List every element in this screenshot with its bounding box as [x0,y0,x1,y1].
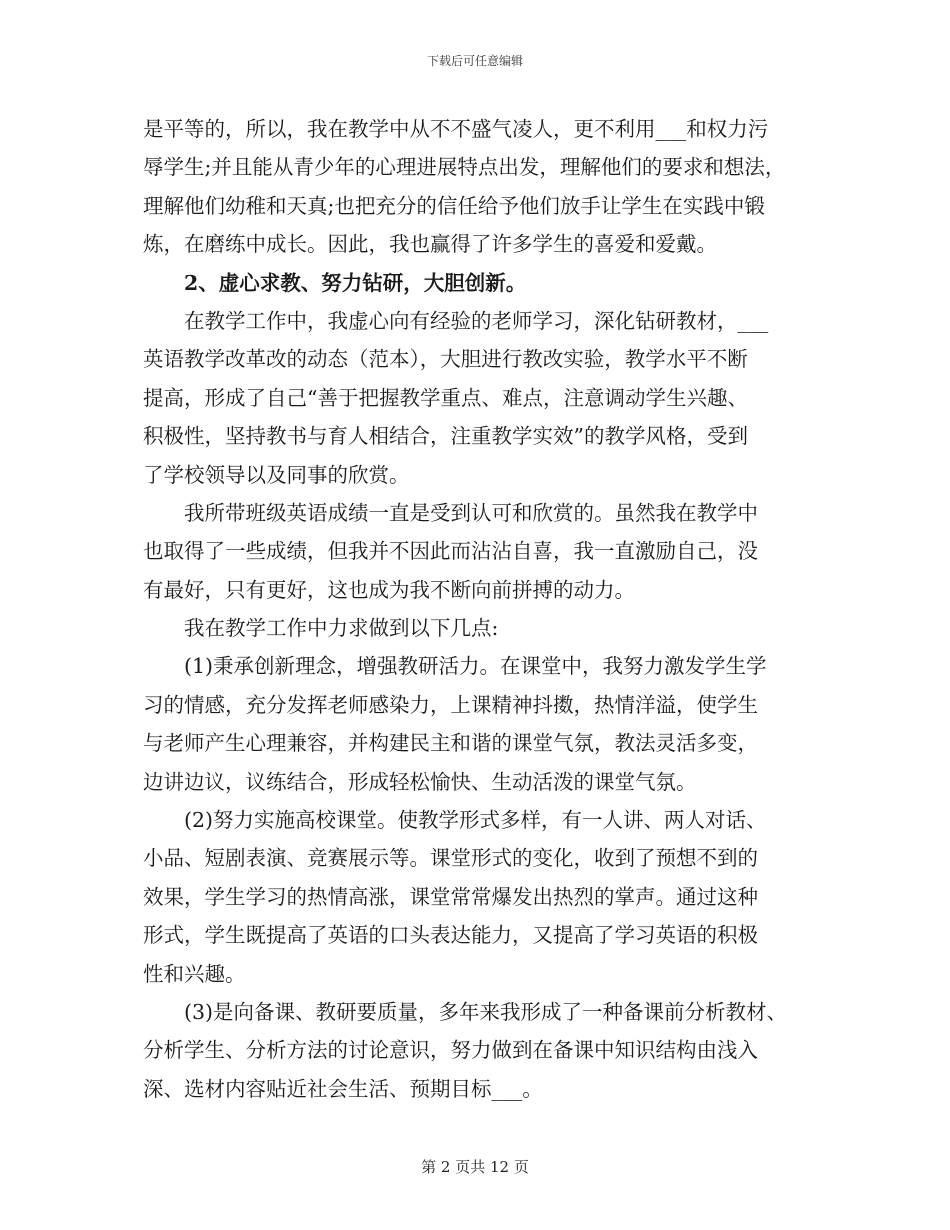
text-line: 提高，形成了自己“善于把握教学重点、难点，注意调动学生兴趣、 [143,385,748,410]
section-heading: 2、虚心求教、努力钻研，大胆创新。 [184,270,527,295]
text-line: 性和兴趣。 [143,961,246,986]
text-line: 形式，学生既提高了英语的口头表达能力，又提高了学习英语的积极 [143,923,758,948]
text-line: 理解他们幼稚和天真;也把充分的信任给予他们放手让学生在实践中锻 [143,193,765,218]
text-line: 英语教学改革改的动态（范本），大胆进行教改实验，教学水平不断 [143,347,748,372]
text-line: 是平等的，所以，我在教学中从不不盛气凌人，更不利用___和权力污 [143,117,769,141]
text-line: 积极性，坚持教书与育人相结合，注重教学实效”的教学风格，受到 [143,424,748,449]
text-line: 分析学生、分析方法的讨论意识，努力做到在备课中知识结构由浅入 [143,1038,758,1063]
text-line: 了学校领导以及同事的欣赏。 [143,462,410,487]
text-line: 习的情感，充分发挥老师感染力，上课精神抖擞，热情洋溢，使学生 [143,692,758,717]
text-line: 有最好，只有更好，这也成为我不断向前拼搏的动力。 [143,577,635,602]
page-footer: 第 2 页共 12 页 [421,1158,529,1176]
text-line: 也取得了一些成绩，但我并不因此而沾沾自喜，我一直激励自己，没 [143,539,758,564]
text-line: 我在教学工作中力求做到以下几点: [184,616,499,641]
page-header: 下载后可任意编辑 [426,54,523,68]
text-line: 辱学生;并且能从青少年的心理进展特点出发，理解他们的要求和想法， [143,155,786,180]
text-line: 小品、短剧表演、竞赛展示等。课堂形式的变化，收到了预想不到的 [143,846,758,871]
text-line: 与老师产生心理兼容，并构建民主和谐的课堂气氛，教法灵活多变， [143,731,758,756]
text-line: 炼，在磨练中成长。因此，我也赢得了许多学生的喜爱和爱戴。 [143,232,717,257]
text-line: 深、选材内容贴近社会生活、预期目标___。 [143,1076,543,1101]
document-body [143,110,833,1108]
text-line: 我所带班级英语成绩一直是受到认可和欣赏的。虽然我在教学中 [184,500,758,525]
text-line: (3)是向备课、教研要质量，多年来我形成了一种备课前分析教材、 [184,999,788,1024]
text-line: 在教学工作中，我虚心向有经验的老师学习，深化钻研教材，___ [184,308,769,333]
text-line: 边讲边议，议练结合，形成轻松愉快、生动活泼的课堂气氛。 [143,769,697,794]
text-line: (1)秉承创新理念，增强教研活力。在课堂中，我努力激发学生学 [184,654,767,679]
text-line: (2)努力实施高校课堂。使教学形式多样，有一人讲、两人对话、 [184,808,767,833]
text-line: 效果，学生学习的热情高涨，课堂常常爆发出热烈的掌声。通过这种 [143,884,758,909]
